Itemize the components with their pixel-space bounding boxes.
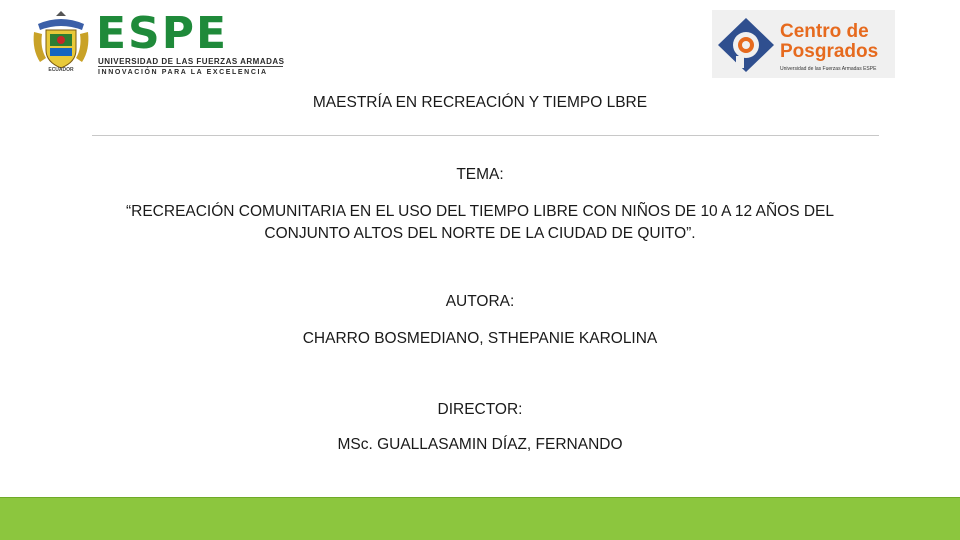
thesis-title xyxy=(0,201,960,245)
thesis-title-line1: “RECREACIÓN COMUNITARIA EN EL USO DEL TIEMPO LIBRE CON NIÑOS DE 10 A 12 AÑOS DEL xyxy=(125,203,834,220)
tema-label: TEMA: xyxy=(456,166,504,183)
espe-tagline: INNOVACIÓN PARA LA EXCELENCIA xyxy=(98,69,268,76)
director-label: DIRECTOR: xyxy=(437,401,523,418)
thesis-title-line2: CONJUNTO ALTOS DEL NORTE DE LA CIUDAD DE QUITO”. xyxy=(264,225,696,242)
espe-logo xyxy=(30,10,286,82)
espe-subtitle: UNIVERSIDAD DE LAS FUERZAS ARMADAS xyxy=(98,57,285,66)
posgrados-line3: Universidad de las Fuerzas Armadas ESPE xyxy=(780,66,877,72)
espe-seal-text: ECUADOR xyxy=(48,67,74,73)
posgrados-line1: Centro de xyxy=(780,21,869,42)
divider-rule xyxy=(92,135,879,136)
posgrados-logo xyxy=(712,10,895,78)
espe-divider xyxy=(98,66,283,67)
posgrados-mark-icon xyxy=(716,16,776,74)
autora-label: AUTORA: xyxy=(445,293,515,310)
autora-name: CHARRO BOSMEDIANO, STHEPANIE KAROLINA xyxy=(302,330,658,347)
footer-bar xyxy=(0,498,960,540)
espe-wordmark: ESPE xyxy=(96,8,229,59)
posgrados-line2: Posgrados xyxy=(780,41,879,62)
program-title: MAESTRÍA EN RECREACIÓN Y TIEMPO LBRE xyxy=(312,94,648,111)
director-name: MSc. GUALLASAMIN DÍAZ, FERNANDO xyxy=(337,436,623,453)
